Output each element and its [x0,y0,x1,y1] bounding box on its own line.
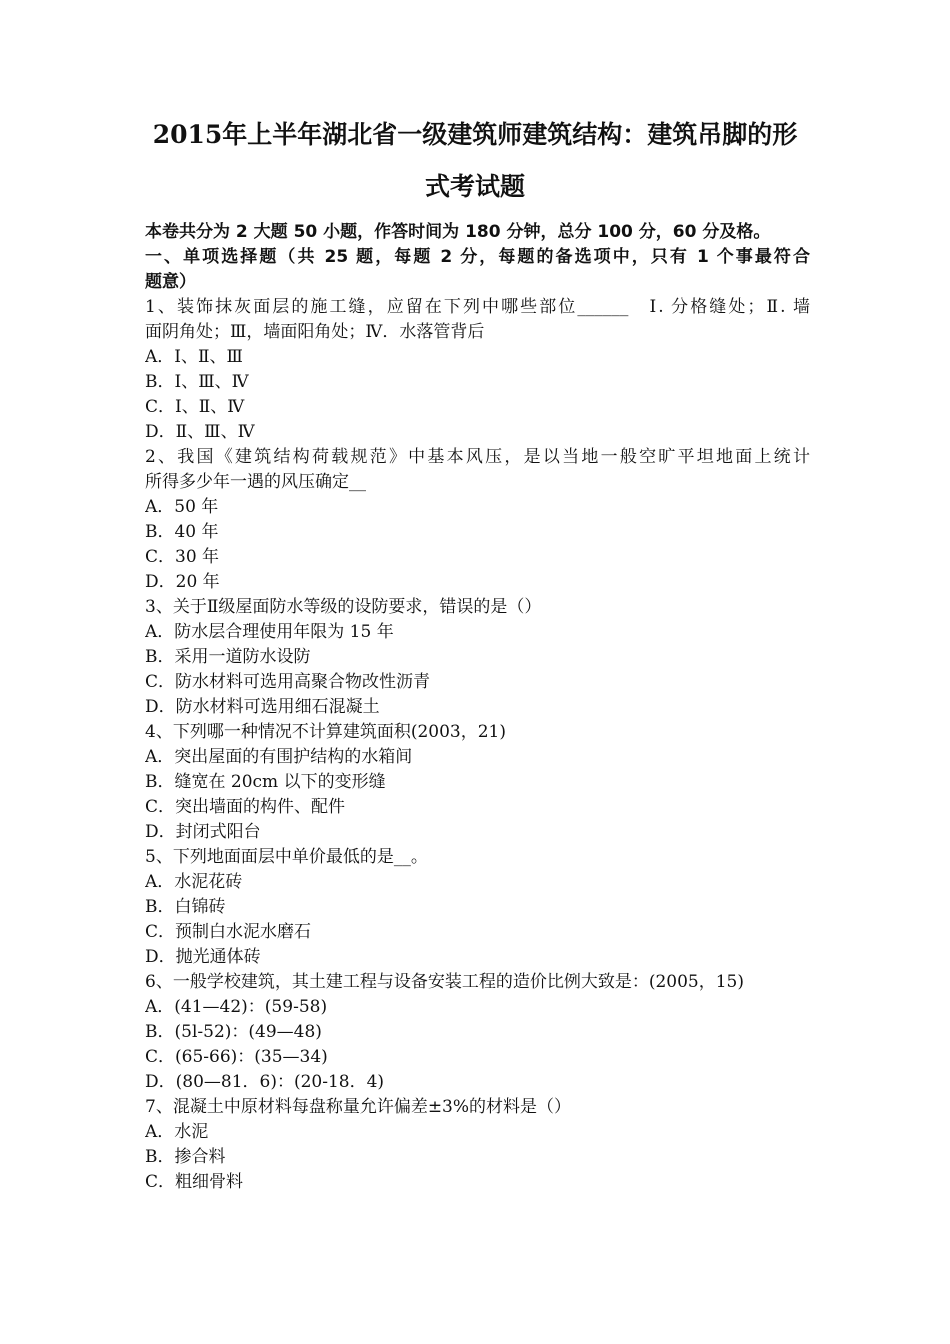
option-a: A．(41—42)：(59-58) [145,997,328,1017]
option-d: D．防水材料可选用细石混凝土 [145,697,380,717]
option-d: D．封闭式阳台 [145,822,261,842]
option-d: D．Ⅱ、Ⅲ、Ⅳ [145,422,255,442]
option-a: A．Ⅰ、Ⅱ、Ⅲ [145,347,243,367]
document-title-line-1: 2015年上半年湖北省一级建筑师建筑结构：建筑吊脚的形 [152,120,798,149]
option-b: B．Ⅰ、Ⅲ、Ⅳ [145,372,249,392]
question-6 [145,970,810,1095]
question-2 [145,445,810,595]
option-b: B．(5l-52)：(49—48) [145,1022,322,1042]
question-1 [145,295,810,445]
option-b: B．白锦砖 [145,897,226,917]
question-3 [145,595,810,720]
option-a: A．水泥花砖 [145,872,243,892]
exam-intro: 本卷共分为 2 大题 50 小题，作答时间为 180 分钟，总分 100 分，60 分及格。 [145,222,771,242]
option-d: D．20 年 [145,572,220,592]
section-heading-continued: 题意） [145,272,196,292]
option-a: A．防水层合理使用年限为 15 年 [145,622,394,642]
option-a: A．50 年 [145,497,219,517]
question-stem: 2、我国《建筑结构荷载规范》中基本风压，是以当地一般空旷平坦地面上统计 [145,447,810,467]
option-b: B．40 年 [145,522,219,542]
option-c: C．预制白水泥水磨石 [145,922,312,942]
question-stem: 3、关于Ⅱ级屋面防水等级的设防要求，错误的是（） [145,597,542,617]
question-4 [145,720,810,845]
question-7 [145,1095,810,1195]
option-c: C．Ⅰ、Ⅱ、Ⅳ [145,397,245,417]
option-c: C．粗细骨料 [145,1172,244,1192]
option-a: A．突出屋面的有围护结构的水箱间 [145,747,413,767]
question-stem: 5、下列地面面层中单价最低的是__。 [145,847,428,867]
section-heading: 一、单项选择题（共 25 题，每题 2 分，每题的备选项中，只有 1 个事最符合 [145,247,810,267]
option-b: B．掺合料 [145,1147,226,1167]
question-stem: 面阴角处；Ⅲ，墙面阳角处；Ⅳ．水落管背后 [145,322,485,342]
question-5 [145,845,810,970]
option-d: D．(80—81．6)：(20-18．4) [145,1072,385,1092]
option-d: D．抛光通体砖 [145,947,261,967]
option-c: C．(65-66)：(35—34) [145,1047,328,1067]
option-c: C．突出墙面的构件、配件 [145,797,346,817]
question-stem: 6、一般学校建筑，其土建工程与设备安装工程的造价比例大致是：(2005，15) [145,972,744,992]
option-c: C．30 年 [145,547,220,567]
question-stem: 7、混凝土中原材料每盘称量允许偏差±3%的材料是（） [145,1097,572,1117]
option-b: B．缝宽在 20cm 以下的变形缝 [145,772,386,792]
document-title-line-2: 式考试题 [424,172,525,201]
document-body [145,220,810,1195]
option-b: B．采用一道防水设防 [145,647,311,667]
question-stem: 所得多少年一遇的风压确定__ [145,472,366,492]
question-stem: 4、下列哪一种情况不计算建筑面积(2003，21) [145,722,506,742]
option-a: A．水泥 [145,1122,209,1142]
question-stem: 1、装饰抹灰面层的施工缝，应留在下列中哪些部位______ Ⅰ. 分格缝处；Ⅱ. 墙 [145,297,810,317]
option-c: C．防水材料可选用高聚合物改性沥青 [145,672,431,692]
